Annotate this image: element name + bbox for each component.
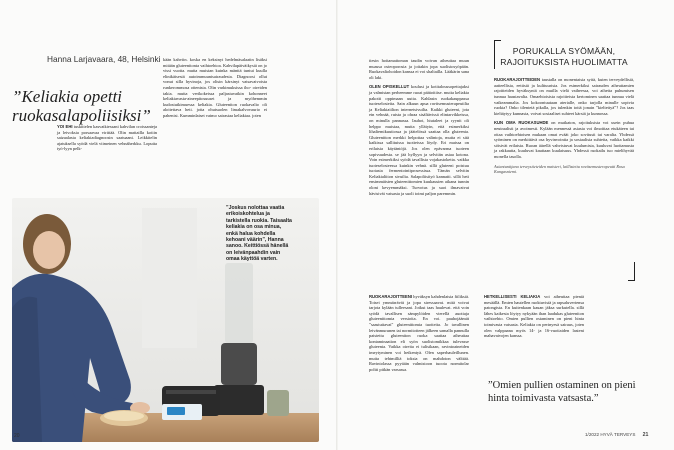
right-col2-bottom-bold: HETKELLISESTI KELIAKIA	[484, 294, 541, 299]
right-col1-bottom-text: hyväksyn kahdenlaisia fiiliksiä. Toisei ymmärrävät ja jopa stressaavat. mitä voivat tarjota kylään tulleesani. Jotkut taas haulevat. että voin syödä tavallisen sämpylöiden vierellä auottaja gluteenittomia versioita. En voi. pauhojäämät ”saastuttavat” gluteenittomia tuotteita. Jo tavallinen leivänmurunen tai normitotteen jälkeen samalla pannulla paistettu gluteeniton ruoka saattaa aiheuttaa kontaminaation eli syön suolistomikkaa tulevasse gluteenia. Vaikka oireita ei tulisikaan, ravintoaineiden imeytyminen voi heikentyä. Olen saperhauleillunen. mutta tehtmilliä toksia on mahdoton välttää. Ravintolassa pyytään valmistoon tuoota normitolar poltti pitkän varsassa.	[369, 294, 469, 372]
right-column-1	[369, 58, 469, 196]
right-col1-top: tiesin hoitamattoman taudin voivan aiheuttaa muun muassa osteoporosia ja joitakin jopa suolistosyöpään. Ruokavaliohoidon kanssa ei voi shaltailla. Lääkärin sana oli laki.	[369, 58, 469, 80]
sidebar-paragraph-2	[494, 120, 634, 159]
page-gutter	[336, 0, 338, 450]
right-column-1-bottom	[369, 294, 469, 372]
sidebar-paragraph-1	[494, 77, 634, 116]
sidebar-bold-1: RUOKARAJOITTEIDEN	[494, 77, 541, 83]
left-col2-text: kään kahviin. koska en keksinyt hedelmäsalaatin lisäksi mitään gluteenitonta vaihtoehtoa. Kahvilapäiväikysiä on jo vissi vuotta. mutta muistan kuinka mänttä tuntui kuulla elinikäisestä autoimmuunisairaudesta. Diagnoosi ollut vonut silla hyvinoja, jos olisin kärsinyt vatsavaivoista runkerommosa ottenista. Olin varkimuksissa iho- oireiden takia. mutta verikokeissa paljastuvatkin kohonneet keliakiavasta-aineepitosuuset ja myöhemmin kudostutkimuessa keliakia. Gluteeniton ruokavalio oli aloitettava heti. jotta ohutsuolen limakalvovaurio ei pahenisi. Kumminlaiset vaimo sairastaa keliakiaa. joten	[163, 57, 267, 118]
sidebar-text-2: on mutkaton, rajoituksista voi usein puhua neutraalisti ja avoimesti. Kylään mennessä asiasta voi ilmoittaa etukäteen tai ottaa vaihtoehtoisen mukaan omat eväät joko sovitusti tai varalta. Yhdessä syöminen on merkittävä osa hyvinvointia ja sosiaalisia suhteita, vaikka kaikki söisivät erilaisia. Ruoan äärellä vahvistuvat kuulumista, kuuluvat luottamusta ja rakkautta, kuuluvat kauttaan kuulaisuus. Yhdessä ruokailu tuo mielihyvää monella tasolla.	[494, 120, 634, 159]
sidebar-text-1: taustalla on monentaisia syitä, kuten terveydellisiä, aatteellisia, eettisiä ja kulttuurisia. Jos esimerkiksi sairauden aiheuttamien rajoitteiden hyväksyntä on muilla vielä vaiheessa, voi aihetta puhumisen tunnua haastavalta. Omaehtoisista rajoitteista kertominen saattaa tunnua vielä vaikeammalta. Jos kokoontuutaan aterialle, onko tarjolla minulle sopivia ruokia? Onko tilenteiä pikalla, jos tulenkin tottä jonain ”kieltettyä”? Jos taas kieltäytyy kunnasta, voivat sosiaaliset suhteet kärsiä ja kunnossa.	[494, 77, 634, 116]
pull-quote-right: ”Omien pullien ostaminen on pieni hinta toimivasta vatsasta.”	[488, 380, 636, 404]
right-col2-bottom-text: voi aiheuttaa pieniä mesäällä. Emten hautellen ruoktuvistä ja rapsaluvertensa patongista. En kuitenkaan kauan jäksa surkutella. sillä lähes kaikesta löytyy nykyään ihan laadukas gluteeniton vaihtoehto. Omien pullien ostaminen on pieni hinta toimivasta vatsasta. Keliakia on perinyesä sairaus, joten olen valppaana myös 14- ja 16-vuotiaiden lasteni mahavaivojen kanssa.	[484, 294, 584, 339]
page-number-left: 20	[14, 433, 20, 439]
person-caption: Hanna Larjavaara, 48, Helsinki	[47, 54, 161, 64]
right-col1-bold: OLEN OPISKELLUT	[369, 84, 410, 90]
sidebar-credit: Asiantuntijana terveystieteiden maisteri, laillistettu ravitsemusterapeutti Rosa Kangasniemi.	[494, 163, 625, 174]
pull-quote-photo: ”Joskus nolottaa vaatia erikoiskohtelua ja tarkistella ruokia. Taisaalta keliakia on osa minua, enkä halua kohdella kehoani väärin”, Hanna sanoo. Keittiössä hänellä on leivänpaahdin vain omaa käyttöä varten.	[226, 205, 292, 263]
footer-issue: 1/2022 HYVÄ TERVEYS	[585, 432, 636, 437]
left-column-1	[57, 124, 157, 152]
page-number-right: 21	[642, 432, 649, 438]
left-col1-text: tuskittelen kasvatkiessani kahvilan croissanteja ja leivoksia porsaavaa virittää. Olin mattailla kotiin saizaalasta keliakiadiagnoosin saatuaani. Leikkitelin ajatuksella syödä vielä viimeinen vehnäherkku. Loputta työ-lyyn pelk-	[57, 124, 157, 152]
right-col1-rest: koulusi ja kotitaloussopettajaksi ja valmistan perheemme ruoat päätoitiise. mutta keliakia pakotti oppimaan uutta. Kahlasin ruokakauppassa tuoteselosteita. Sain alkuun apua ravitsemusterapeutilta ja Keliakiaiilton internetsivuilta. Kaikki gluteeni, jota ein vehnää, ruista ja ohraa sisältävissä elintarvikkeissa, on minulla pannassa. Iauhot, hiutaleet ja ryynit oli helppo muistaa, mutta yllätyin, että esimerkiksi lihaliemikuutiossa ja jäätelössä saattaa olla gluteenia. Gluteenitton merkki helpottaa valintoja, mutta ei sitä kaikissa sallituissa tuotteissa löydy. Eri maissa on erilaisia käytäntöjä. Jos olen epävarma tuoteen sopivuudesta. se jää hyllyyn ja selvitän asiaa kotona. Voin esimerkiksi syödä tavallista vojakastoketta. vaikka tuoteselosteessa kuinkin vehnä. sillä gluteeni poistuu tuotasta fermentointiprosessissa. Tämän selvitin Keliakialiiton sivuilta. Salapoliisityö kannatti. sillä heti ensimmäisten gluteenittomien kuukausien aikana tunnin oloni kevyemmäksi. Turvotus ja suoi ilmavaivat hävisivät vatsasta ja suoli toimi paljon paremmin.	[369, 84, 469, 196]
lead-bold: YOI EHI	[57, 124, 73, 129]
footer-magazine	[585, 432, 648, 438]
left-column-2	[163, 57, 267, 119]
right-col1-bottom-bold: RUOKARAJOITTEENI	[369, 294, 413, 299]
sidebar	[494, 40, 634, 174]
right-column-2-bottom	[484, 294, 584, 339]
sidebar-bold-2: KUN OMA RUOKASUHDE	[494, 120, 549, 126]
sidebar-title: PORUKALLA SYÖMÄÄN, RAJOITUKSISTA HUOLIMATTA	[500, 46, 628, 67]
article-headline: ”Keliakia opetti ruokasalapoliisiksi”	[12, 87, 151, 125]
sidebar-bracket-bottom	[628, 262, 635, 281]
